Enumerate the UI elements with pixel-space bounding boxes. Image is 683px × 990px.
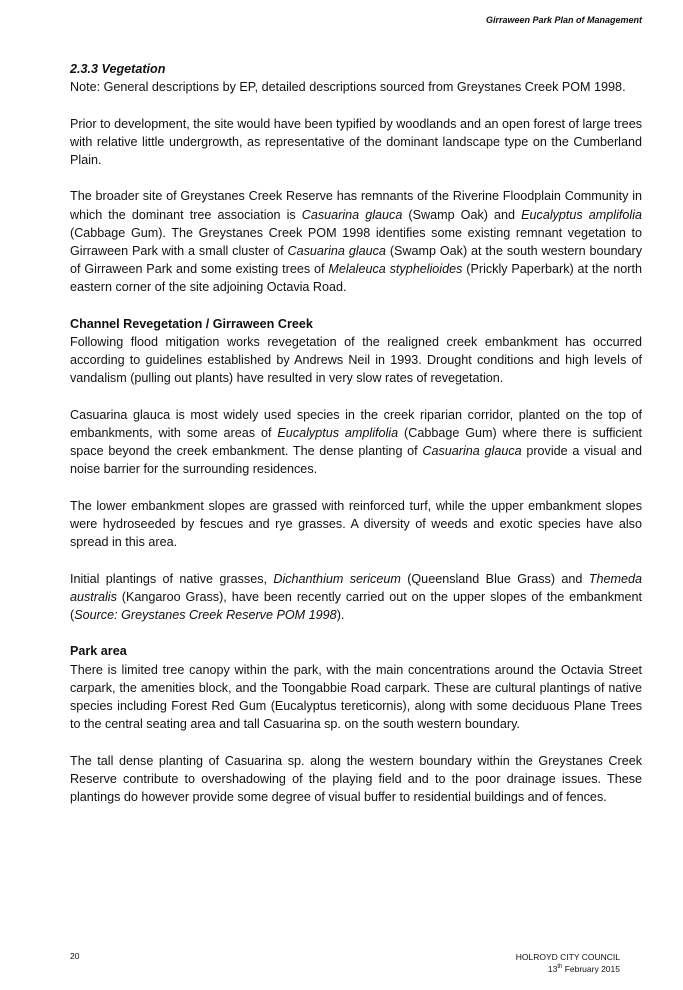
page-number: 20 — [70, 951, 80, 961]
paragraph-prior-development: Prior to development, the site would have been typified by woodlands and an open forest of large trees with relative little undergrowth, as representative of the dominant landscape type on the Cumberland Plain. — [70, 116, 642, 167]
paragraph-native-grasses: Initial plantings of native grasses, Dichanthium sericeum (Queensland Blue Grass) and Themeda australis (Kangaroo Grass), have been recently carried out on the upper slopes of the embankment (Source: Greystanes Creek Reserve POM 1998). — [70, 571, 643, 622]
footer-org-name: HOLROYD CITY COUNCIL — [515, 952, 620, 962]
footer-organisation — [516, 951, 620, 975]
paragraph-tree-canopy: There is limited tree canopy within the park, with the main concentrations around the Octavia Street carpark, the amenities block, and the Toongabbie Road carpark. These are cultural plantings of native species including Forest Red Gum (Eucalyptus tereticornis), along with some deciduous Plane Trees to the central seating area and tall Casuarina sp. on the south western boundary. — [70, 662, 642, 732]
note-paragraph: Note: General descriptions by EP, detailed descriptions sourced from Greystanes Creek POM 1998. — [70, 80, 626, 95]
channel-heading: Channel Revegetation / Girraween Creek — [70, 316, 313, 331]
running-header: Girraween Park Plan of Management — [485, 15, 642, 25]
park-heading: Park area — [70, 644, 127, 659]
paragraph-tall-planting: The tall dense planting of Casuarina sp. along the western boundary within the Greystanes Creek Reserve contribute to overshadowing of the playing field and to the poor drainage issues. These plantings do however provide some degree of visual buffer to residential buildings and of fences. — [70, 753, 642, 804]
paragraph-embankment-slopes: The lower embankment slopes are grassed with reinforced turf, while the upper embankment slopes were hydroseeded by fescues and rye grasses. A diversity of weeds and exotic species have also spread in this area. — [70, 498, 642, 550]
footer-date: 13th February 2015 — [547, 964, 620, 974]
section-title: 2.3.3 Vegetation — [70, 62, 166, 76]
paragraph-broader-site: The broader site of Greystanes Creek Reserve has remnants of the Riverine Floodplain Community in which the dominant tree association is Casuarina glauca (Swamp Oak) and Eucalyptus amplifolia (Cabbage Gum). The Greystanes Creek POM 1998 identifies some existing remnant vegetation to Girraween Park with a small cluster of Casuarina glauca (Swamp Oak) at the south western boundary of Girraween Park and some existing trees of Melaleuca styphelioides (Prickly Paperbark) at the north eastern corner of the site adjoining Octavia Road. — [70, 189, 642, 295]
paragraph-flood-mitigation: Following flood mitigation works revegetation of the realigned creek embankment has occurred according to guidelines established by Andrews Neil in 1993. Drought conditions and high levels of vandalism (pulling out plants) have resulted in very slow rates of revegetation. — [70, 335, 642, 386]
page-content — [70, 60, 642, 806]
paragraph-casuarina: Casuarina glauca is most widely used species in the creek riparian corridor, planted on the top of embankments, with some areas of Eucalyptus amplifolia (Cabbage Gum) where there is sufficient space beyond the creek embankment. The dense planting of Casuarina glauca provide a visual and noise barrier for the surrounding residences. — [70, 407, 643, 477]
